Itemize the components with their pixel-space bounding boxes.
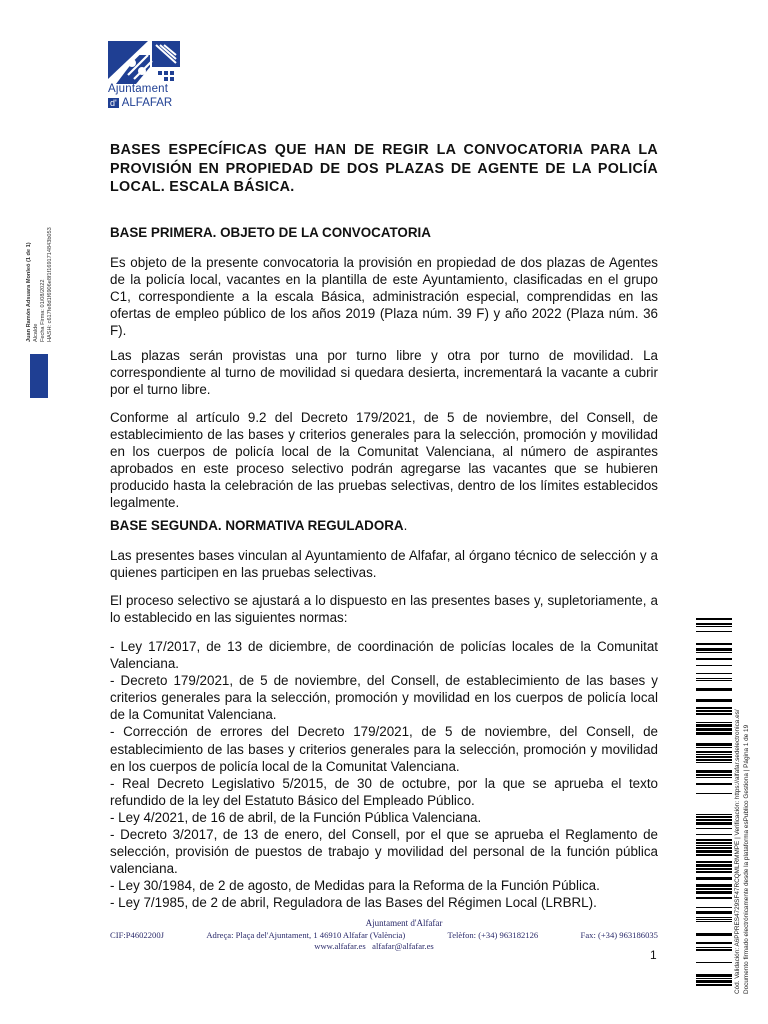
barcode-bar — [696, 652, 732, 653]
base1-paragraph-2: Las plazas serán provistas una por turno libre y otra por turno de movilidad. La correspondiente al turno de movilidad si quedara desierta, incrementará la vacante a cubrir por el turno libre. — [110, 348, 658, 398]
validation-barcode-icon — [696, 618, 732, 992]
norm-item: - Ley 4/2021, de 16 de abril, de la Función Pública Valenciana. — [110, 809, 482, 825]
barcode-bar — [696, 839, 732, 841]
validation-line-2: Documento firmado electrónicamente desde la plataforma esPublico Gestiona | Página 1 de 19 — [743, 724, 750, 994]
barcode-bar — [696, 648, 732, 651]
barcode-bar — [696, 854, 732, 856]
barcode-bar — [696, 861, 732, 863]
validation-line-1: Cód. Validación: A6PPRES4729SF47RCQMLRMMPE | Verificación: https://alfafar.sedelectronica.es/ — [734, 709, 741, 994]
barcode-bar — [696, 762, 732, 763]
barcode-bar — [696, 974, 732, 977]
barcode-bar — [696, 732, 732, 735]
footer-org: Ajuntament d'Alfafar — [365, 918, 443, 928]
barcode-bar — [696, 751, 732, 753]
barcode-bar — [696, 947, 732, 948]
base2-paragraph-2: El proceso selectivo se ajustará a lo dispuesto en las presentes bases y, supletoriamente, a lo establecido en las siguientes normas: — [110, 593, 658, 626]
barcode-bar — [696, 743, 732, 746]
barcode-bar — [696, 980, 732, 983]
barcode-bar — [696, 850, 732, 853]
barcode-bar — [696, 864, 732, 867]
barcode-bar — [696, 680, 732, 681]
page-number: 1 — [650, 948, 657, 962]
barcode-bar — [696, 783, 732, 785]
footer-contact-line — [110, 930, 658, 940]
footer-web: www.alfafar.es — [314, 941, 366, 951]
barcode-bar — [696, 643, 732, 645]
barcode-bar — [696, 724, 732, 727]
barcode-bar — [696, 759, 732, 761]
barcode-bar — [696, 756, 732, 758]
barcode-bar — [696, 962, 732, 963]
signature-name: Juan Ramón Adsuara Monleó (1 de 1) — [26, 242, 32, 342]
barcode-bar — [696, 978, 732, 979]
barcode-bar — [696, 907, 732, 908]
barcode-bar — [696, 618, 732, 620]
barcode-bar — [696, 623, 732, 625]
barcode-bar — [696, 713, 732, 715]
footer-fax: Fax: (+34) 963186035 — [580, 930, 658, 940]
signature-seal-icon — [30, 354, 48, 398]
base2-heading-line — [110, 517, 658, 534]
barcode-bar — [696, 722, 732, 723]
barcode-bar — [696, 777, 732, 778]
barcode-bar — [696, 842, 732, 844]
document-title: BASES ESPECÍFICAS QUE HAN DE REGIR LA CONVOCATORIA PARA LA PROVISIÓN EN PROPIEDAD DE DOS PLAZAS DE AGENTE DE LA POLICÍA LOCAL. ESCALA BÁSICA. — [110, 142, 658, 195]
norm-item: - Ley 7/1985, de 2 de abril, Reguladora de las Bases del Régimen Local (LRBRL). — [110, 895, 597, 911]
norm-item: - Ley 30/1984, de 2 de agosto, de Medidas para la Reforma de la Función Pública. — [110, 878, 600, 894]
footer-email: alfafar@alfafar.es — [372, 941, 434, 951]
barcode-bar — [696, 626, 732, 627]
barcode-bar — [696, 845, 732, 846]
page-footer — [110, 918, 658, 951]
barcode-bar — [696, 871, 732, 873]
barcode-bar — [696, 868, 732, 870]
signature-hash: HASH: c617fe8d1f6906e8f1f1691714843b053 — [47, 227, 53, 342]
barcode-bar — [696, 658, 732, 660]
barcode-bar — [696, 921, 732, 922]
coat-of-arms-icon — [108, 41, 180, 84]
signature-block — [18, 210, 54, 630]
base2-paragraph-1: Las presentes bases vinculan al Ayuntamiento de Alfafar, al órgano técnico de selección y a quienes participen en las pruebas selectivas. — [110, 548, 658, 581]
footer-address: Adreça: Plaça del'Ajuntament, 1 46910 Alfafar (València) — [206, 930, 406, 940]
barcode-bar — [696, 884, 732, 887]
base1-paragraph-1: Es objeto de la presente convocatoria la provisión en propiedad de dos plazas de Agentes de la policía local, vacantes en la plantilla de este Ayuntamiento, clasificadas en el grupo C1, correspondiente a la escala Básica, administración especial, comprendidas en las ofertas de empleo público de los años 2019 (Plaza núm. 39 F) y año 2022 (Plaza núm. 36 F). — [110, 255, 658, 339]
barcode-bar — [696, 814, 732, 815]
barcode-bar — [696, 665, 732, 666]
norm-item: - Corrección de errores del Decreto 179/2021, de 5 de noviembre, del Consell, de establecimiento de las bases y criterios generales para la selección, promoción y movilidad en los cuerpos de policía local de la Comunitat Valenciana. — [110, 724, 658, 774]
barcode-bar — [696, 911, 732, 914]
signature-role: Alcalde — [33, 323, 39, 342]
norm-item: - Ley 17/2017, de 13 de diciembre, de coordinación de policías locales de la Comunitat Valenciana. — [110, 639, 658, 672]
footer-cif: CIF:P4602200J — [110, 930, 164, 940]
norm-item: - Decreto 3/2017, de 13 de enero, del Consell, por el que se aprueba el Reglamento de selección, provisión de puestos de trabajo y movilidad del personal de la función pública valenciana. — [110, 827, 658, 877]
barcode-bar — [696, 919, 732, 920]
barcode-bar — [696, 897, 732, 899]
barcode-bar — [696, 774, 732, 776]
barcode-bar — [696, 688, 732, 691]
barcode-bar — [696, 891, 732, 894]
barcode-bar — [696, 834, 732, 835]
barcode-bar — [696, 917, 732, 918]
norm-item: - Real Decreto Legislativo 5/2015, de 30 de octubre, por la que se aprueba el texto refundido de la ley del Estatuto Básico del Empleado Público. — [110, 775, 658, 808]
logo-name: Ajuntament — [108, 83, 169, 95]
barcode-bar — [696, 942, 732, 944]
barcode-bar — [696, 822, 732, 825]
base1-heading: BASE PRIMERA. OBJETO DE LA CONVOCATORIA — [110, 225, 431, 240]
barcode-bar — [696, 819, 732, 821]
norm-item: - Decreto 179/2021, de 5 de noviembre, del Consell, de establecimiento de las bases y criterios generales para la selección, promoción y movilidad en los cuerpos de policía local de la Comunitat Valenciana. — [110, 673, 658, 723]
barcode-bar — [696, 754, 732, 755]
logo-town: ALFAFAR — [121, 97, 173, 109]
barcode-bar — [696, 888, 732, 890]
barcode-bar — [696, 699, 732, 702]
ayuntamiento-logo — [108, 41, 180, 107]
barcode-bar — [696, 793, 732, 794]
barcode-bar — [696, 984, 732, 986]
base2-heading-suffix: . — [403, 518, 408, 533]
barcode-bar — [696, 816, 732, 818]
barcode-bar — [696, 933, 732, 936]
barcode-bar — [696, 728, 732, 731]
barcode-bar — [696, 747, 732, 748]
barcode-bar — [696, 710, 732, 712]
barcode-bar — [696, 828, 732, 829]
norms-list — [110, 638, 658, 912]
barcode-bar — [696, 631, 732, 632]
barcode-bar — [696, 673, 732, 674]
base1-paragraph-3: Conforme al artículo 9.2 del Decreto 179/2021, de 5 de noviembre, del Consell, de establecimiento de las bases y criterios generales para la selección, promoción y movilidad en los cuerpos de policía local de la Comunitat Valenciana, al número de aspirantes aprobados en este proceso selectivo podrán agregarse las vacantes que se hubieren producido hasta la celebración de las pruebas selectivas, dentro de los límites establecidos legalmente. — [110, 410, 658, 511]
footer-web-line — [110, 941, 658, 951]
barcode-bar — [696, 770, 732, 773]
logo-town-line — [108, 97, 172, 109]
barcode-bar — [696, 949, 732, 951]
barcode-bar — [696, 707, 732, 709]
logo-prep: d' — [110, 98, 117, 108]
footer-phone: Telèfon: (+34) 963182126 — [447, 930, 539, 940]
barcode-bar — [696, 678, 732, 679]
barcode-bar — [696, 847, 732, 849]
barcode-bar — [696, 877, 732, 880]
signature-date: Fecha Firma: 01/08/2022 — [40, 279, 46, 342]
base2-heading: BASE SEGUNDA. NORMATIVA REGULADORA — [110, 518, 404, 533]
